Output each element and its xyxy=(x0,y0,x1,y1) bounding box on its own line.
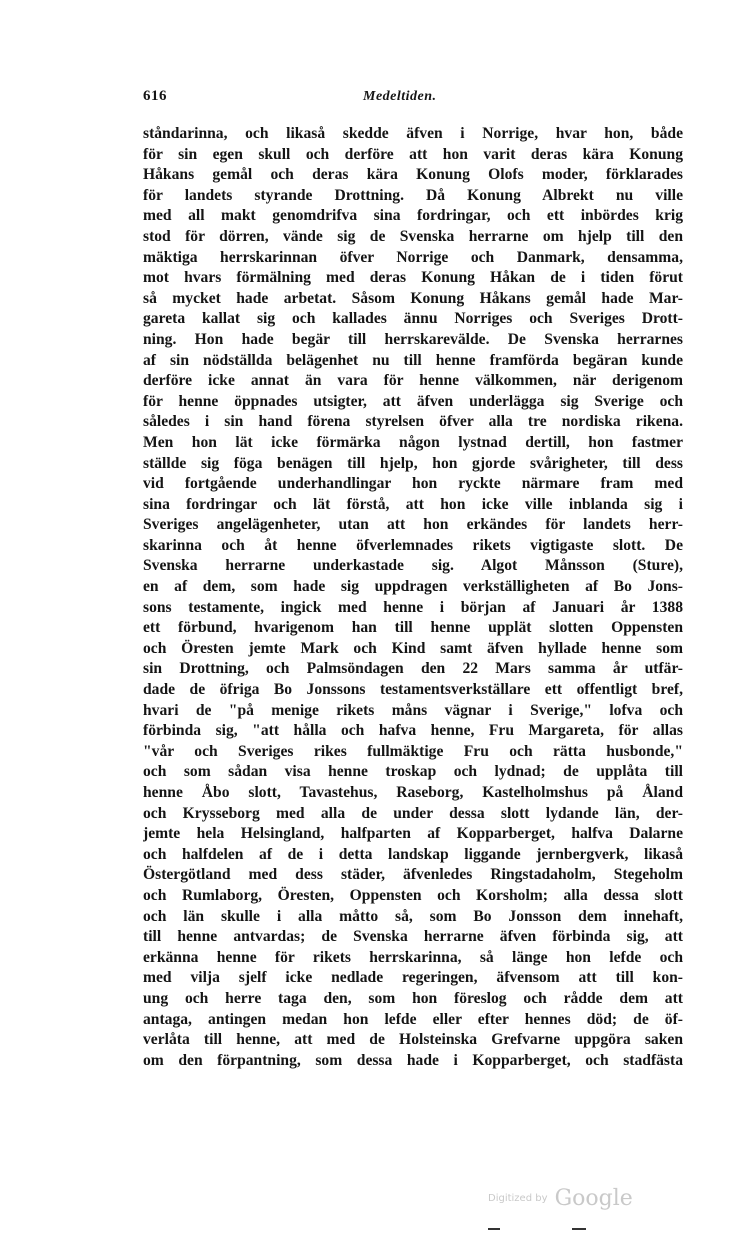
text-line: en af dem, som hade sig uppdragen verkställigheten af Bo Jons- xyxy=(143,578,683,596)
text-line: Östergötland med dess städer, äfvenledes Ringstadaholm, Stegeholm xyxy=(143,866,683,884)
text-line: derföre icke annat än vara för henne välkommen, när derigenom xyxy=(143,372,683,390)
text-line: sin Drottning, och Palmsöndagen den 22 Mars samma år utfär- xyxy=(143,660,683,678)
text-line: hvari de "på menige rikets måns vägnar i Sverige," lofva och xyxy=(143,701,683,719)
text-line: Håkans gemål och deras kära Konung Olofs moder, förklarades xyxy=(143,166,683,184)
text-line: för landets styrande Drottning. Då Konung Albrekt nu ville xyxy=(143,186,683,204)
text-line: således i sin hand förena styrelsen öfver alla tre nordiska rikena. xyxy=(143,413,683,431)
text-line: mot hvars förmälning med deras Konung Håkan de i tiden förut xyxy=(143,269,683,287)
text-line: "vår och Sveriges rikes fullmäktige Fru och rätta husbonde," xyxy=(143,742,683,760)
text-line: verlåta till henne, att med de Holsteinska Grefvarne uppgöra saken xyxy=(143,1031,683,1049)
text-line: med all makt genomdrifva sina fordringar, och ett inbördes krig xyxy=(143,207,683,225)
text-line: ställde sig föga benägen till hjelp, hon gjorde svårigheter, till dess xyxy=(143,454,683,472)
text-line: och Öresten jemte Mark och Kind samt äfven hyllade henne som xyxy=(143,639,683,657)
watermark-prefix: Digitized by xyxy=(488,1193,548,1204)
running-title: Medeltiden. xyxy=(363,89,437,104)
text-line: gareta kallat sig och kallades ännu Norriges och Sveriges Drott- xyxy=(143,310,683,328)
text-line: jemte hela Helsingland, halfparten af Kopparberget, halfva Dalarne xyxy=(143,825,683,843)
text-line: ett förbund, hvarigenom han till henne upplät slotten Oppensten xyxy=(143,619,683,637)
text-line: för henne öppnades utsigter, att äfven underlägga sig Sverige och xyxy=(143,392,683,410)
text-line: Sveriges angelägenheter, utan att hon erkändes för landets herr- xyxy=(143,516,683,534)
text-line: och län skulle i alla måtto så, som Bo Jonsson dem innehaft, xyxy=(143,907,683,925)
text-line: till henne antvardas; de Svenska herrarne äfven förbinda sig, att xyxy=(143,928,683,946)
text-line: sons testamente, ingick med henne i början af Januari år 1388 xyxy=(143,598,683,616)
text-line: erkänna henne för rikets herrskarinna, så länge hon lefde och xyxy=(143,948,683,966)
footer-mark xyxy=(488,1228,500,1230)
page-header xyxy=(143,88,683,112)
text-line: Men hon lät icke förmärka någon lystnad dertill, hon fastmer xyxy=(143,433,683,451)
text-line: förbinda sig, "att hålla och hafva henne, Fru Margareta, för allas xyxy=(143,722,683,740)
text-line: ung och herre taga den, som hon föreslog och rådde dem att xyxy=(143,989,683,1007)
text-line: vid fortgående underhandlingar hon ryckte närmare fram med xyxy=(143,475,683,493)
text-line: stod för dörren, vände sig de Svenska herrarne om hjelp till den xyxy=(143,227,683,245)
text-line: och Krysseborg med alla de under dessa slott lydande län, der- xyxy=(143,804,683,822)
text-line: för sin egen skull och derföre att hon varit deras kära Konung xyxy=(143,145,683,163)
text-line: dade de öfriga Bo Jonssons testamentsverkställare ett offentligt bref, xyxy=(143,681,683,699)
text-line: sina fordringar och lät förstå, att hon icke ville inblanda sig i xyxy=(143,495,683,513)
text-line: med vilja sjelf icke nedlade regeringen, äfvensom att till kon- xyxy=(143,969,683,987)
text-line: antaga, antingen medan hon lefde eller efter hennes död; de öf- xyxy=(143,1010,683,1028)
text-line: och som sådan visa henne troskap och lydnad; de upplåta till xyxy=(143,763,683,781)
body-text xyxy=(143,124,683,1071)
text-line: skarinna och åt henne öfverlemnades rikets vigtigaste slott. De xyxy=(143,536,683,554)
digitization-watermark xyxy=(488,1186,633,1211)
text-line: ning. Hon hade begär till herrskarevälde. De Svenska herrarnes xyxy=(143,330,683,348)
text-line: henne Åbo slott, Tavastehus, Raseborg, Kastelholmshus på Åland xyxy=(143,784,683,801)
text-line: mäktiga herrskarinnan öfver Norrige och Danmark, densamma, xyxy=(143,248,683,266)
text-line: och Rumlaborg, Öresten, Oppensten och Korsholm; alla dessa slott xyxy=(143,886,683,904)
text-line: så mycket hade arbetat. Såsom Konung Håkans gemål hade Mar- xyxy=(143,289,683,307)
page-number: 616 xyxy=(143,88,167,104)
text-line: och halfdelen af de i detta landskap liggande jernbergverk, likaså xyxy=(143,845,683,863)
text-line: om den förpantning, som dessa hade i Kopparberget, och stadfästa xyxy=(143,1051,683,1069)
google-logo: Google xyxy=(554,1186,633,1211)
text-line: ståndarinna, och likaså skedde äfven i Norrige, hvar hon, både xyxy=(143,125,683,142)
footer-mark xyxy=(572,1228,586,1230)
text-line: af sin nödställda belägenhet nu till henne framförda begäran kunde xyxy=(143,351,683,369)
text-line: Svenska herrarne underkastade sig. Algot Månsson (Sture), xyxy=(143,557,683,575)
